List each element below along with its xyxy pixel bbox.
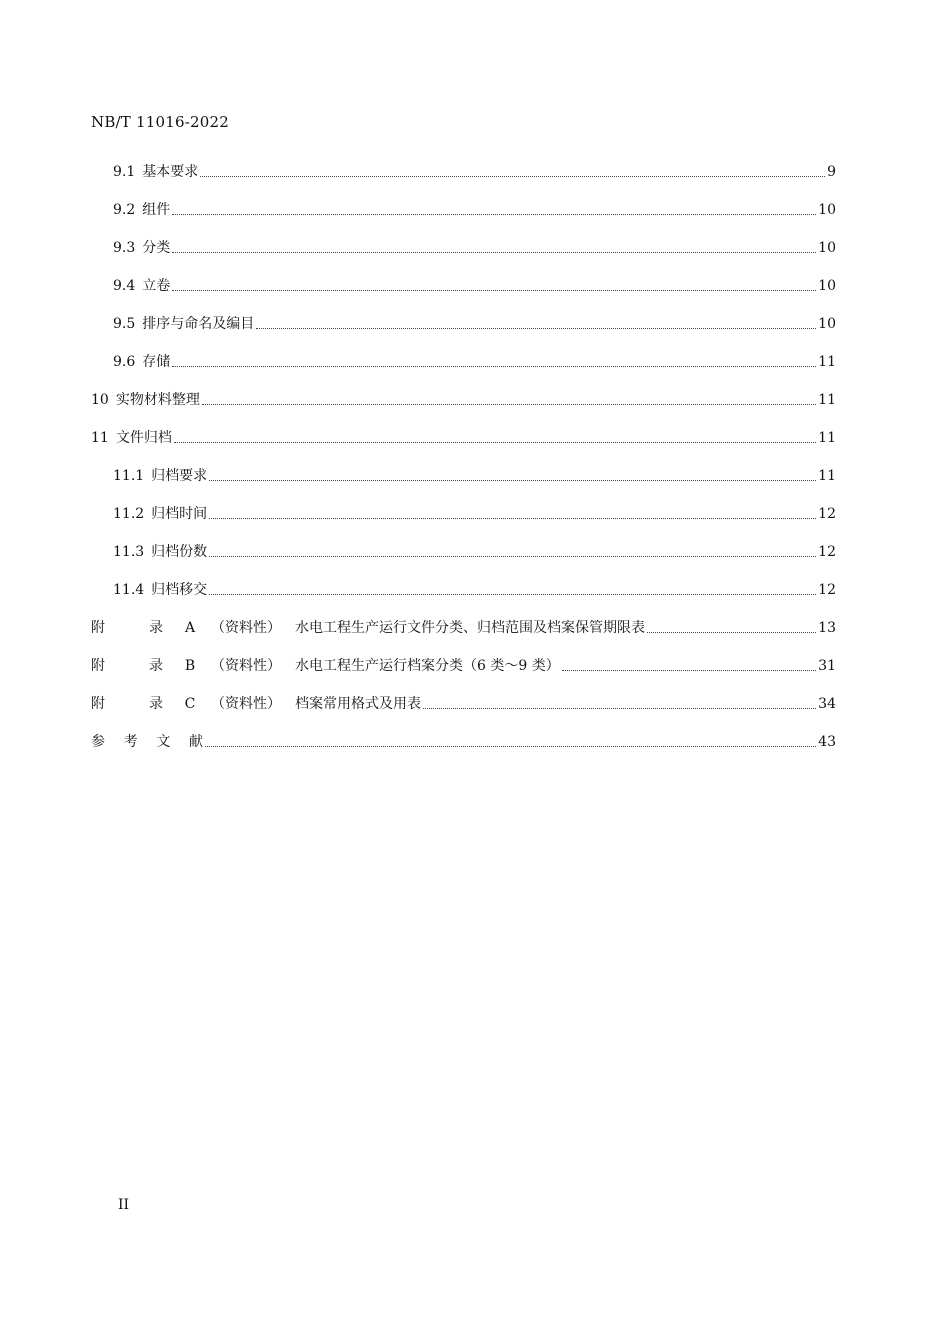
toc-entry-title: 基本要求 [142, 164, 199, 180]
toc-entry-page: 11 [818, 392, 836, 408]
page-number: II [118, 1197, 130, 1213]
dot-leader [172, 289, 816, 291]
appendix-letter: C [184, 696, 196, 712]
dot-leader [209, 479, 816, 481]
toc-entry-title: 文件归档 [115, 430, 172, 446]
toc-entry[interactable] [91, 333, 836, 371]
dot-leader [256, 327, 816, 329]
toc-entry[interactable] [91, 143, 836, 181]
toc-entry-page: 10 [818, 240, 836, 256]
toc-entry-title: 水电工程生产运行文件分类、归档范围及档案保管期限表 [295, 620, 645, 636]
appendix-prefix-char: 附 [91, 696, 105, 712]
appendix-prefix [91, 619, 163, 637]
appendix-nature: （资料性） [211, 620, 281, 636]
appendix-prefix [91, 695, 163, 713]
references-label [91, 733, 203, 751]
dot-leader [209, 555, 816, 557]
toc-entry-page: 11 [818, 468, 836, 484]
dot-leader [647, 631, 816, 633]
appendix-prefix-char: 录 [149, 620, 163, 636]
table-of-contents [91, 143, 836, 751]
toc-entry-page: 11 [818, 354, 836, 370]
appendix-nature: （资料性） [211, 658, 281, 674]
dot-leader [562, 669, 816, 671]
toc-entry-title: 水电工程生产运行档案分类（6 类～9 类） [295, 658, 560, 674]
toc-entry-page: 10 [818, 316, 836, 332]
dot-leader [205, 745, 816, 747]
references-char: 考 [123, 734, 138, 750]
references-char: 文 [156, 734, 171, 750]
appendix-letter: B [184, 658, 196, 674]
toc-entry-page: 11 [818, 430, 836, 446]
toc-entry-page: 9 [827, 164, 836, 180]
toc-entry-title: 排序与命名及编目 [142, 316, 255, 332]
dot-leader [172, 251, 816, 253]
toc-entry-title: 归档份数 [151, 544, 208, 560]
toc-entry-title: 实物材料整理 [115, 392, 200, 408]
toc-entry[interactable] [91, 523, 836, 561]
toc-entry[interactable] [91, 447, 836, 485]
appendix-prefix-char: 录 [149, 658, 163, 674]
toc-entry-title: 档案常用格式及用表 [295, 696, 421, 712]
toc-entry-number: 11.3 [113, 544, 145, 560]
toc-entry-page: 43 [818, 734, 836, 750]
toc-entry-page: 12 [818, 582, 836, 598]
toc-entry-page: 10 [818, 202, 836, 218]
toc-entry-page: 12 [818, 544, 836, 560]
appendix-letter: A [184, 620, 196, 636]
appendix-prefix-char: 录 [149, 696, 163, 712]
toc-entry-number: 9.4 [113, 278, 136, 294]
appendix-prefix [91, 657, 163, 675]
toc-entry-number: 11.4 [113, 582, 145, 598]
toc-entry-number: 10 [91, 392, 109, 408]
toc-appendix-entry[interactable] [91, 675, 836, 713]
appendix-nature: （资料性） [211, 696, 281, 712]
toc-entry[interactable] [91, 181, 836, 219]
toc-entry-number: 11.1 [113, 468, 145, 484]
toc-entry[interactable] [91, 257, 836, 295]
toc-entry-number: 11.2 [113, 506, 145, 522]
dot-leader [172, 365, 816, 367]
toc-entry-number: 9.2 [113, 202, 136, 218]
toc-entry-number: 11 [91, 430, 109, 446]
toc-entry[interactable] [91, 295, 836, 333]
dot-leader [209, 593, 816, 595]
toc-entry-title: 归档时间 [151, 506, 208, 522]
toc-entry-number: 9.3 [113, 240, 136, 256]
toc-appendix-entry[interactable] [91, 637, 836, 675]
toc-entry-page: 13 [818, 620, 836, 636]
dot-leader [423, 707, 816, 709]
dot-leader [209, 517, 816, 519]
toc-entry-title: 归档要求 [151, 468, 208, 484]
toc-appendix-entry[interactable] [91, 599, 836, 637]
dot-leader [202, 403, 816, 405]
dot-leader [200, 175, 825, 177]
toc-entry-page: 34 [818, 696, 836, 712]
dot-leader [172, 213, 816, 215]
toc-entry[interactable] [91, 561, 836, 599]
toc-entry-page: 12 [818, 506, 836, 522]
toc-entry-title: 分类 [142, 240, 171, 256]
toc-references-entry[interactable] [91, 713, 836, 751]
toc-entry-number: 9.6 [113, 354, 136, 370]
toc-entry-title: 归档移交 [151, 582, 208, 598]
toc-entry-number: 9.1 [113, 164, 136, 180]
toc-entry-page: 31 [818, 658, 836, 674]
toc-entry-title: 组件 [142, 202, 171, 218]
toc-entry[interactable] [91, 371, 836, 409]
references-char: 参 [91, 734, 105, 750]
references-char: 献 [188, 734, 203, 750]
appendix-prefix-char: 附 [91, 658, 105, 674]
toc-entry-number: 9.5 [113, 316, 136, 332]
dot-leader [174, 441, 816, 443]
toc-entry-title: 立卷 [142, 278, 171, 294]
toc-entry[interactable] [91, 409, 836, 447]
toc-entry[interactable] [91, 485, 836, 523]
toc-entry-title: 存储 [142, 354, 171, 370]
appendix-prefix-char: 附 [91, 620, 105, 636]
toc-entry-page: 10 [818, 278, 836, 294]
document-code: NB/T 11016-2022 [91, 113, 229, 131]
toc-entry[interactable] [91, 219, 836, 257]
